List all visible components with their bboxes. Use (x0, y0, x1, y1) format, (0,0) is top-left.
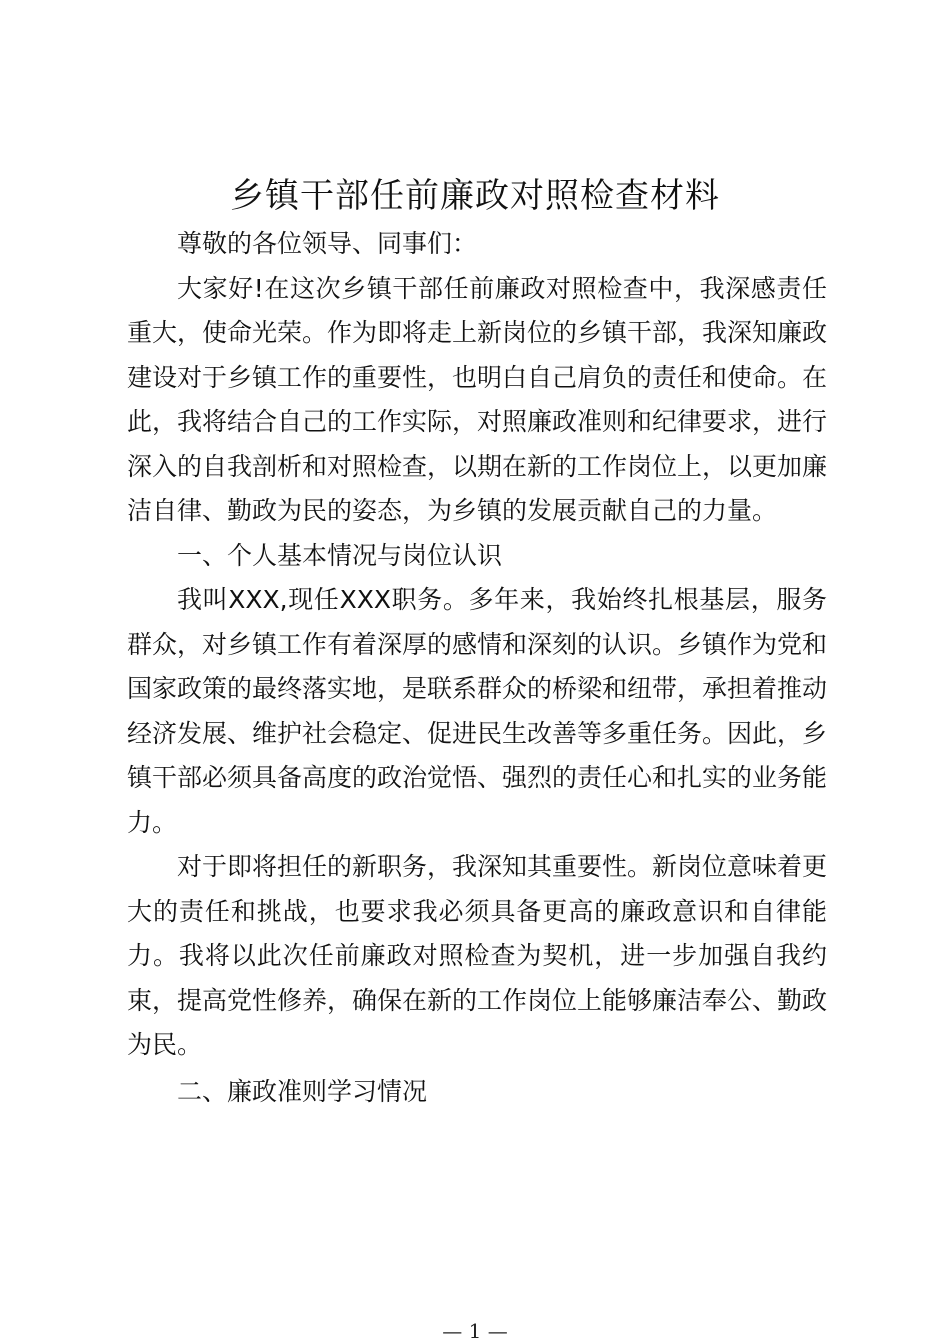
intro-paragraph: 大家好!在这次乡镇干部任前廉政对照检查中，我深感责任重大，使命光荣。作为即将走上新岗位的乡镇干部，我深知廉政建设对于乡镇工作的重要性，也明白自己肩负的责任和使命。在此，我将结合自己的工作实际，对照廉政准则和纪律要求，进行深入的自我剖析和对照检查，以期在新的工作岗位上，以更加廉洁自律、勤政为民的姿态，为乡镇的发展贡献自己的力量。 (127, 273, 828, 525)
page-number: — 1 — (442, 1319, 508, 1343)
document-body (127, 222, 827, 1114)
section-2-heading: 二、廉政准则学习情况 (177, 1076, 428, 1106)
section-1-paragraph-1: 我叫XXX,现任XXX职务。多年来，我始终扎根基层，服务群众，对乡镇工作有着深厚的感情和深刻的认识。乡镇作为党和国家政策的最终落实地，是联系群众的桥梁和纽带，承担着推动经济发展、维护社会稳定、促进民生改善等多重任务。因此，乡镇干部必须具备高度的政治觉悟、强烈的责任心和扎实的业务能力。 (127, 585, 828, 837)
salutation: 尊敬的各位领导、同事们： (177, 229, 478, 258)
section-1-paragraph-2: 对于即将担任的新职务，我深知其重要性。新岗位意味着更大的责任和挑战，也要求我必须具备更高的廉政意识和自律能力。我将以此次任前廉政对照检查为契机，进一步加强自我约束，提高党性修养，确保在新的工作岗位上能够廉洁奉公、勤政为民。 (127, 852, 828, 1059)
document-title: 乡镇干部任前廉政对照检查材料 (230, 176, 720, 216)
section-1-heading: 一、个人基本情况与岗位认识 (177, 540, 503, 570)
